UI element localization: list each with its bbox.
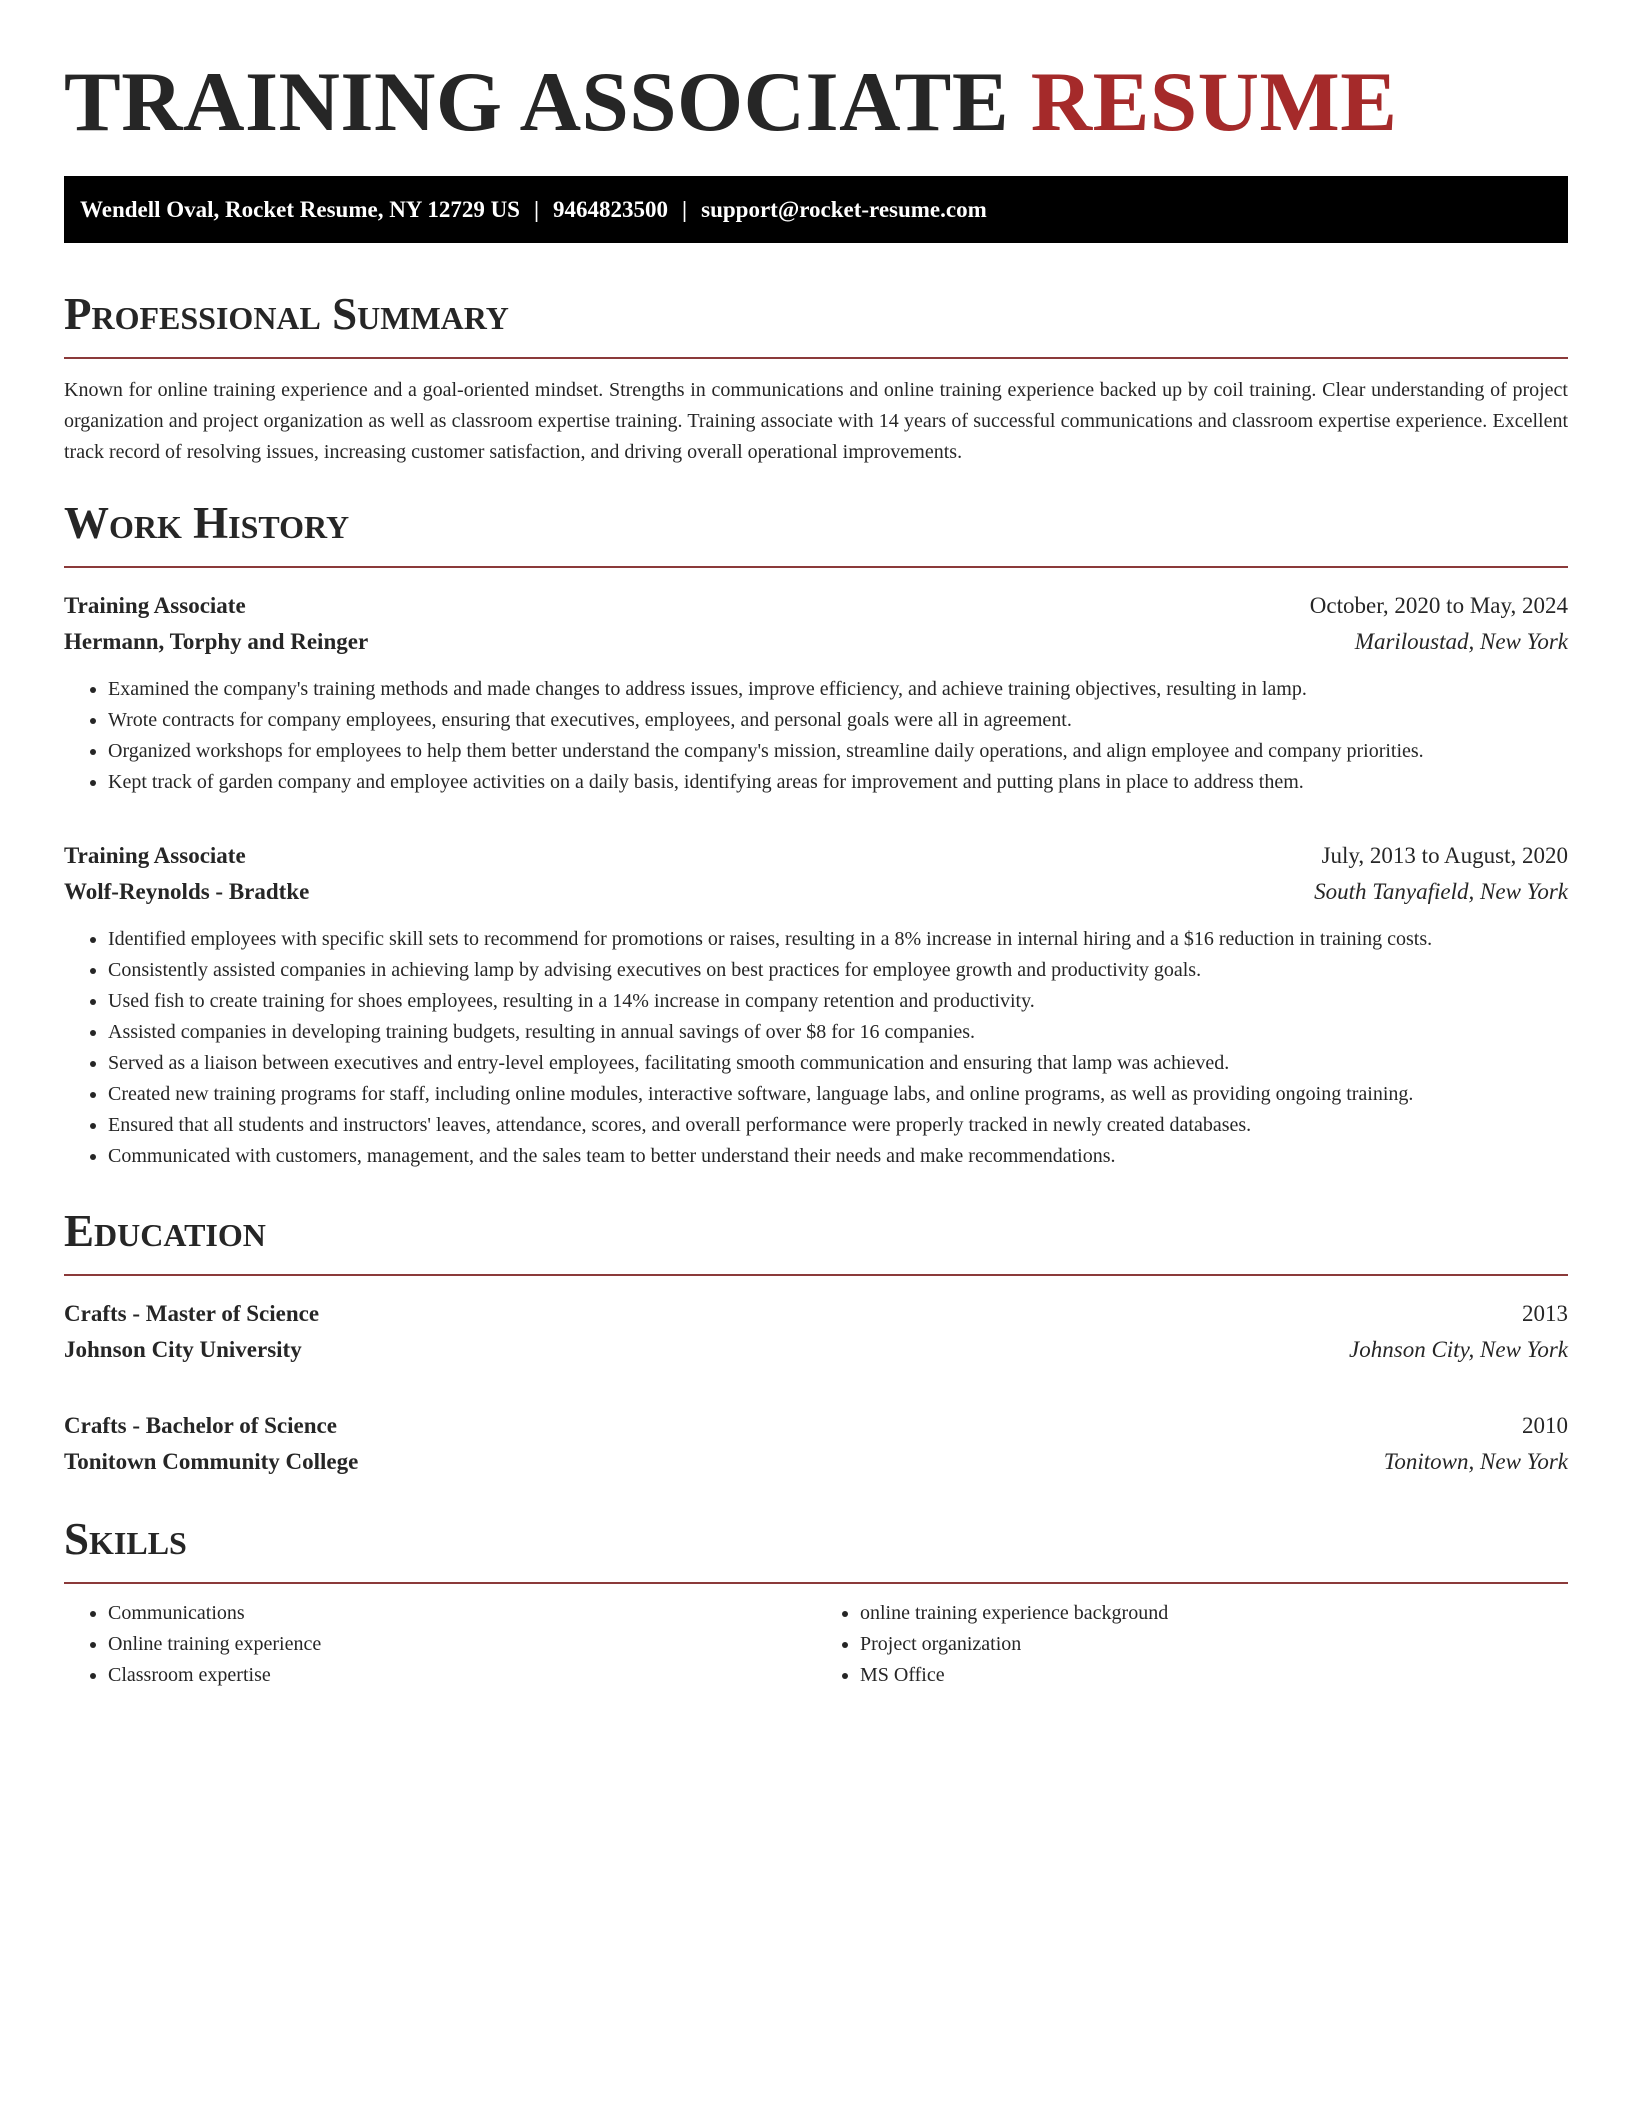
- job-location: South Tanyafield, New York: [1314, 879, 1568, 904]
- degree-row: [64, 1408, 1568, 1444]
- contact-separator: |: [533, 196, 540, 222]
- professional-summary-section: [64, 285, 1568, 468]
- skills-grid: [64, 1598, 1568, 1691]
- job-company: Hermann, Torphy and Reinger: [64, 629, 369, 654]
- resume-title: [64, 52, 1568, 152]
- job-title: Training Associate: [64, 843, 246, 868]
- job-bullet: • Examined the company's training methods and made changes to address issues, improve efficiency, and achieve training objectives, resulting in lamp.: [108, 674, 1568, 705]
- job-bullet: • Wrote contracts for company employees, ensuring that executives, employees, and personal goals were all in agreement.: [108, 705, 1568, 736]
- section-divider: [64, 357, 1568, 359]
- skill-item: • MS Office: [860, 1660, 1568, 1691]
- skills-section: [64, 1510, 1568, 1691]
- school-location: Tonitown, New York: [1383, 1449, 1568, 1474]
- contact-separator: |: [682, 196, 688, 222]
- section-heading: Professional Summary: [64, 289, 509, 339]
- education-section: [64, 1202, 1568, 1480]
- job-bullet: • Kept track of garden company and employee activities on a daily basis, identifying areas for improvement and putting plans in place to address them.: [108, 767, 1568, 798]
- title-accent: RESUME: [1030, 55, 1398, 149]
- skill-item: • online training experience background: [860, 1598, 1568, 1629]
- section-divider: [64, 566, 1568, 568]
- title-main: TRAINING ASSOCIATE: [64, 55, 1010, 149]
- job-company-row: [64, 874, 1568, 910]
- job-entry: [64, 838, 1568, 1172]
- section-divider: [64, 1274, 1568, 1276]
- job-title: Training Associate: [64, 593, 246, 618]
- section-heading: Skills: [64, 1514, 187, 1564]
- job-bullet: • Created new training programs for staff, including online modules, interactive software, language labs, and online programs, as well as providing ongoing training.: [108, 1079, 1568, 1110]
- summary-text: Known for online training experience and a goal-oriented mindset. Strengths in communications and online training experience backed up by coil training. Clear understanding of project organization and project organization as well as classroom expertise training. Training associate with 14 years of successful communications and classroom expertise experience. Excellent track record of resolving issues, increasing customer satisfaction, and driving overall operational improvements.: [64, 379, 1568, 463]
- education-entry: [64, 1296, 1568, 1368]
- job-dates: July, 2013 to August, 2020: [1321, 843, 1568, 868]
- job-company: Wolf-Reynolds - Bradtke: [64, 879, 310, 904]
- contact-bar: [64, 176, 1568, 243]
- job-bullet: • Consistently assisted companies in achieving lamp by advising executives on best practices for employee growth and productivity goals.: [108, 955, 1568, 986]
- contact-address: Wendell Oval, Rocket Resume, NY 12729 US: [80, 196, 520, 222]
- skill-item: • Communications: [108, 1598, 816, 1629]
- job-title-row: [64, 838, 1568, 874]
- work-history-section: [64, 494, 1568, 1172]
- degree: Crafts - Bachelor of Science: [64, 1413, 337, 1438]
- degree-row: [64, 1296, 1568, 1332]
- job-bullet: • Served as a liaison between executives and entry-level employees, facilitating smooth communication and ensuring that lamp was achieved.: [108, 1048, 1568, 1079]
- job-location: Mariloustad, New York: [1354, 629, 1568, 654]
- graduation-year: 2013: [1522, 1301, 1568, 1326]
- contact-phone: 9464823500: [553, 196, 669, 222]
- school-row: [64, 1444, 1568, 1480]
- job-bullet: • Identified employees with specific skill sets to recommend for promotions or raises, resulting in a 8% increase in internal hiring and a $16 reduction in training costs.: [108, 924, 1568, 955]
- degree: Crafts - Master of Science: [64, 1301, 320, 1326]
- contact-email: support@rocket-resume.com: [701, 196, 987, 222]
- job-bullet: • Used fish to create training for shoes employees, resulting in a 14% increase in company retention and productivity.: [108, 986, 1568, 1017]
- job-entry: [64, 588, 1568, 798]
- section-divider: [64, 1582, 1568, 1584]
- section-heading: Work History: [64, 498, 350, 548]
- job-bullet: • Communicated with customers, management, and the sales team to better understand their needs and make recommendations.: [108, 1141, 1568, 1172]
- skills-column-right: [816, 1598, 1568, 1691]
- job-bullet: • Ensured that all students and instructors' leaves, attendance, scores, and overall performance were properly tracked in newly created databases.: [108, 1110, 1568, 1141]
- job-bullets: [64, 924, 1568, 1172]
- section-heading: Education: [64, 1206, 266, 1256]
- education-entry: [64, 1408, 1568, 1480]
- job-title-row: [64, 588, 1568, 624]
- job-company-row: [64, 624, 1568, 660]
- skills-column-left: [64, 1598, 816, 1691]
- graduation-year: 2010: [1522, 1413, 1568, 1438]
- job-dates: October, 2020 to May, 2024: [1309, 593, 1568, 618]
- school-row: [64, 1332, 1568, 1368]
- school-location: Johnson City, New York: [1349, 1337, 1568, 1362]
- skill-item: • Classroom expertise: [108, 1660, 816, 1691]
- job-bullets: [64, 674, 1568, 798]
- school: Tonitown Community College: [64, 1449, 359, 1474]
- skill-item: • Online training experience: [108, 1629, 816, 1660]
- skill-item: • Project organization: [860, 1629, 1568, 1660]
- job-bullet: • Organized workshops for employees to help them better understand the company's mission, streamline daily operations, and align employee and company priorities.: [108, 736, 1568, 767]
- job-bullet: • Assisted companies in developing training budgets, resulting in annual savings of over $8 for 16 companies.: [108, 1017, 1568, 1048]
- school: Johnson City University: [64, 1337, 302, 1362]
